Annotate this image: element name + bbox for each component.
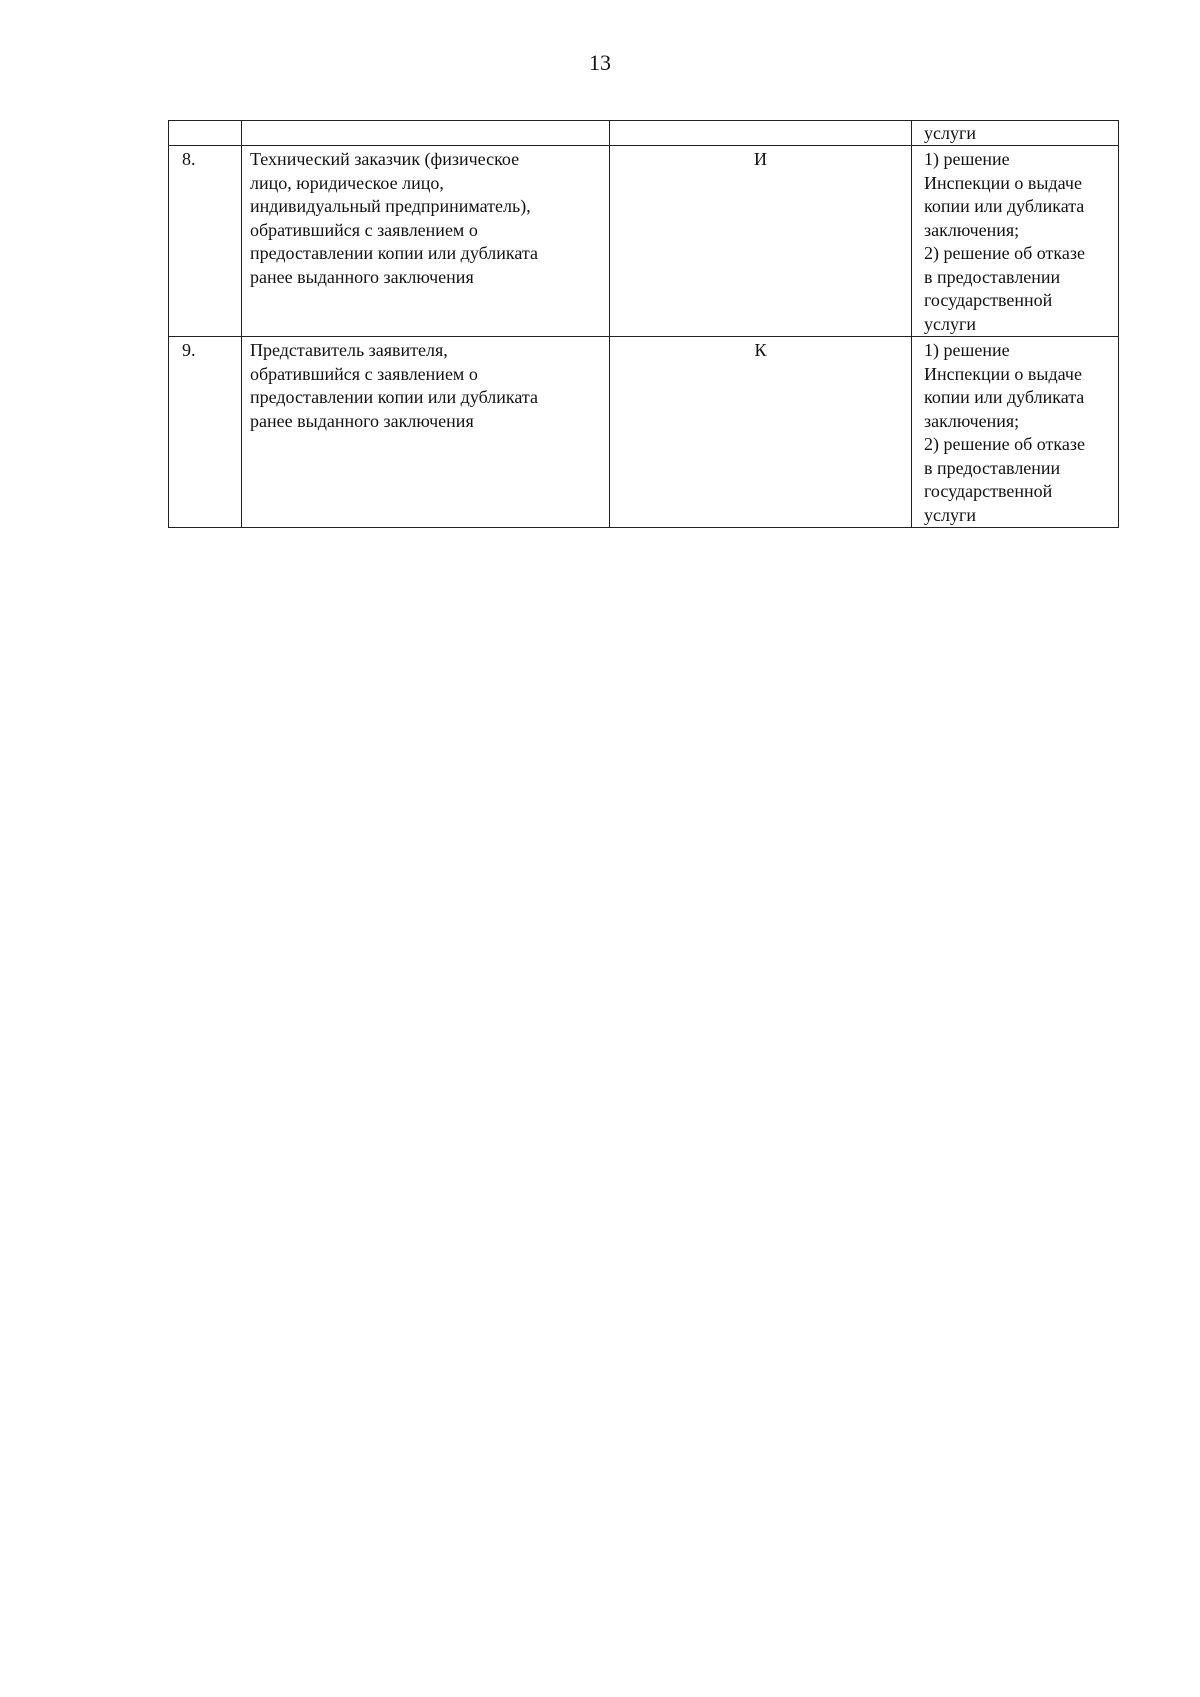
page-number: 13 <box>589 50 611 75</box>
cell-applicant <box>242 121 610 146</box>
applicant-code: И <box>610 146 912 337</box>
applicant-line: Технический заказчик (физическое <box>250 149 520 169</box>
applicant-line: обратившийся с заявлением о <box>250 363 478 384</box>
cell-code <box>610 121 912 146</box>
applicant-line: индивидуальный предприниматель), <box>250 196 531 216</box>
table-row-continuation <box>169 121 1119 146</box>
result-line: в предоставлении <box>924 266 1061 287</box>
result-line: услуги <box>924 504 976 525</box>
applicant-line: ранее выданного заключения <box>250 266 474 287</box>
result-line: копии или дубликата <box>924 196 1085 216</box>
result-line: Инспекции о выдаче <box>924 172 1082 193</box>
cell-result <box>912 121 1119 146</box>
applicant-description <box>242 146 610 337</box>
row-number: 8. <box>169 146 242 337</box>
applicant-line: обратившийся с заявлением о <box>250 219 478 240</box>
applicant-line: ранее выданного заключения <box>250 410 474 431</box>
applicant-line: Представитель заявителя, <box>250 340 448 360</box>
applicant-line: предоставлении копии или дубликата <box>250 387 538 407</box>
result-line: услуги <box>924 313 976 334</box>
result-line: услуги <box>924 122 976 143</box>
result-line: государственной <box>924 481 1053 501</box>
result-line: 1) решение <box>924 340 1010 360</box>
cell-num <box>169 121 242 146</box>
result-line: в предоставлении <box>924 457 1061 478</box>
applicant-line: лицо, юридическое лицо, <box>250 172 444 193</box>
result-line: Инспекции о выдаче <box>924 363 1082 384</box>
applicant-table <box>168 120 1119 528</box>
result-line: заключения; <box>924 410 1020 431</box>
result-description <box>912 337 1119 528</box>
result-line: заключения; <box>924 219 1020 240</box>
result-line: 1) решение <box>924 149 1010 169</box>
result-description <box>912 146 1119 337</box>
result-line: копии или дубликата <box>924 387 1085 407</box>
result-line: 2) решение об отказе <box>924 243 1085 263</box>
applicant-code: К <box>610 337 912 528</box>
applicant-line: предоставлении копии или дубликата <box>250 243 538 263</box>
result-line: государственной <box>924 290 1053 310</box>
result-line: 2) решение об отказе <box>924 434 1085 454</box>
table-row-9 <box>169 337 1119 528</box>
applicant-description <box>242 337 610 528</box>
table-row-8 <box>169 146 1119 337</box>
row-number: 9. <box>169 337 242 528</box>
